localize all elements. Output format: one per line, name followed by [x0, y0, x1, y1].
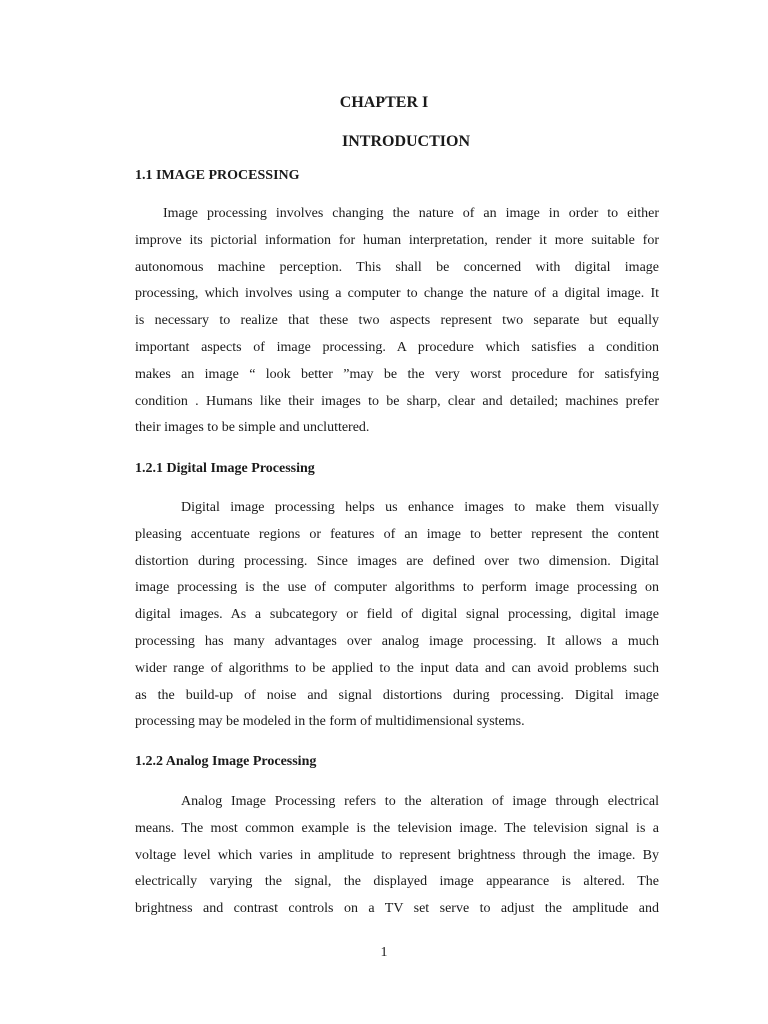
paragraph-line: improve its pictorial information for human interpretation, render it more suitable for — [135, 232, 659, 248]
paragraph-line: distortion during processing. Since images are defined over two dimension. Digital — [135, 553, 659, 569]
paragraph-line: Digital image processing helps us enhance images to make them visually — [181, 500, 659, 515]
section-heading-analog-image-processing: 1.2.2 Analog Image Processing — [135, 754, 317, 769]
paragraph-line: as the build-up of noise and signal distortions during processing. Digital image — [135, 687, 659, 703]
paragraph-line: makes an image “ look better ”may be the very worst procedure for satisfying — [135, 366, 659, 382]
section-heading-digital-image-processing: 1.2.1 Digital Image Processing — [135, 461, 315, 476]
paragraph-line: condition . Humans like their images to be sharp, clear and detailed; machines prefer — [135, 393, 659, 409]
paragraph-line: digital images. As a subcategory or field of digital signal processing, digital image — [135, 607, 659, 623]
paragraph-line: image processing is the use of computer algorithms to perform image processing on — [135, 580, 659, 596]
paragraph-line: processing may be modeled in the form of multidimensional systems. — [135, 714, 525, 730]
paragraph-analog-image-processing — [135, 789, 659, 923]
paragraph-line: processing has many advantages over analog image processing. It allows a much — [135, 633, 659, 649]
paragraph-line: autonomous machine perception. This shall be concerned with digital image — [135, 259, 659, 275]
chapter-subtitle: INTRODUCTION — [341, 133, 470, 150]
paragraph-line: Analog Image Processing refers to the alteration of image through electrical — [181, 794, 659, 809]
paragraph-line: is necessary to realize that these two aspects represent two separate but equally — [135, 313, 659, 329]
paragraph-line: electrically varying the signal, the displayed image appearance is altered. The — [135, 874, 659, 890]
paragraph-line: means. The most common example is the television image. The television signal is a — [135, 820, 659, 836]
paragraph-line: their images to be simple and uncluttered. — [135, 420, 370, 436]
chapter-title: CHAPTER I — [339, 94, 429, 111]
paragraph-line: Image processing involves changing the nature of an image in order to either — [163, 206, 659, 221]
paragraph-line: processing, which involves using a computer to change the nature of a digital image. It — [135, 286, 659, 302]
paragraph-line: brightness and contrast controls on a TV set serve to adjust the amplitude and — [135, 901, 659, 917]
paragraph-line: pleasing accentuate regions or features of an image to better represent the content — [135, 526, 659, 542]
paragraph-line: important aspects of image processing. A procedure which satisfies a condition — [135, 339, 659, 355]
paragraph-line: wider range of algorithms to be applied to the input data and can avoid problems such — [135, 660, 659, 676]
paragraph-digital-image-processing — [135, 495, 659, 736]
section-heading-image-processing: 1.1 IMAGE PROCESSING — [135, 168, 300, 183]
paragraph-image-processing — [135, 201, 659, 442]
page-number: 1 — [380, 945, 388, 960]
paragraph-line: voltage level which varies in amplitude to represent brightness through the image. By — [135, 847, 659, 863]
